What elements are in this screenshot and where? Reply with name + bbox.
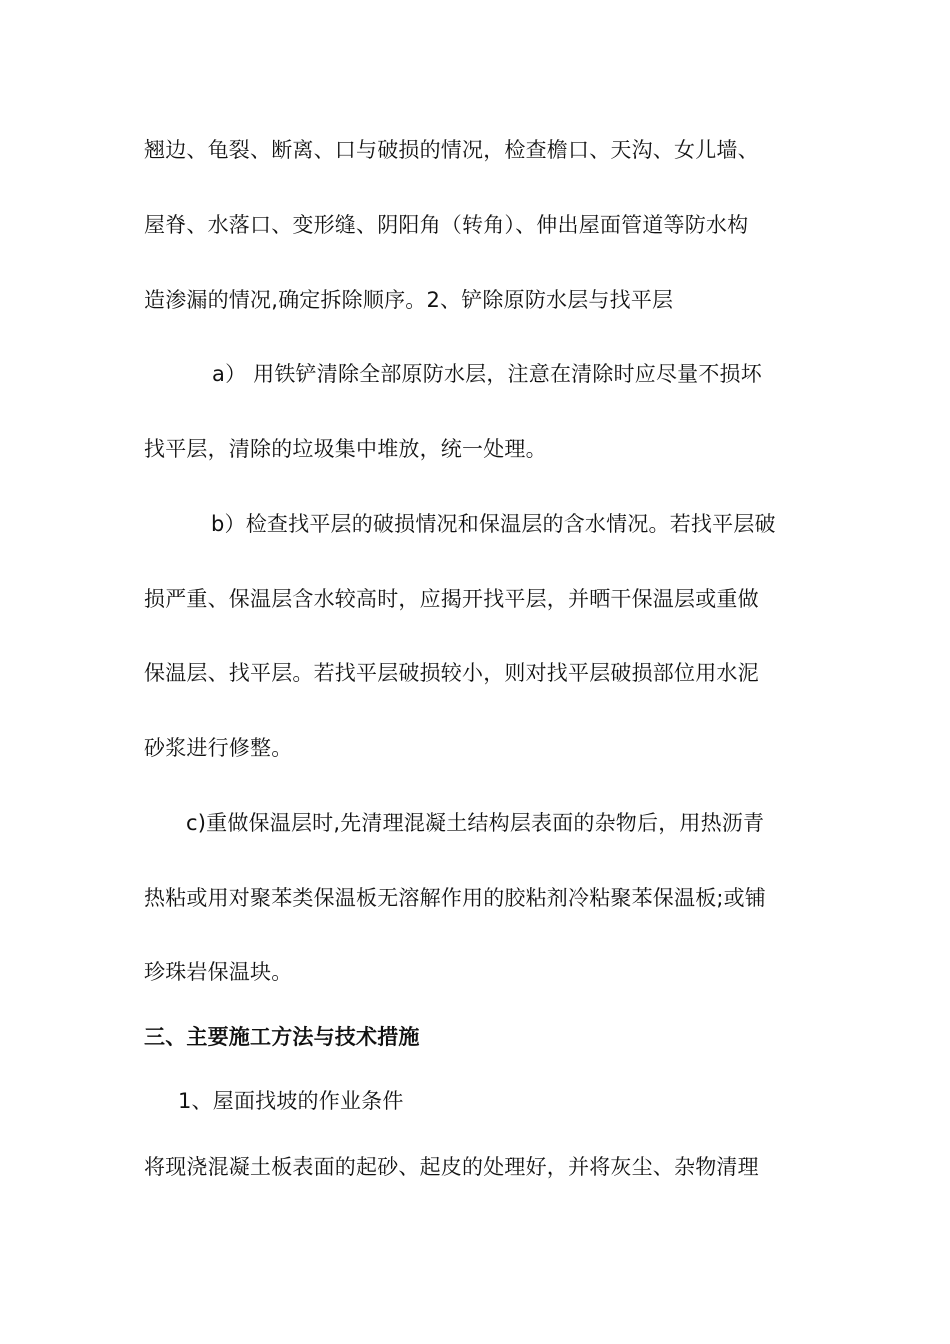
paragraph-line-indented: b）检查找平层的破损情况和保温层的含水情况。若找平层破	[211, 512, 776, 536]
paragraph-line: 屋脊、水落口、变形缝、阴阳角（转角）、伸出屋面管道等防水构	[144, 213, 749, 237]
paragraph-line: 找平层，清除的垃圾集中堆放，统一处理。	[144, 437, 547, 461]
paragraph-line-indented: c)重做保温层时,先清理混凝土结构层表面的杂物后，用热沥青	[186, 811, 765, 835]
paragraph-line: 热粘或用对聚苯类保温板无溶解作用的胶粘剂冷粘聚苯保温板;或铺	[144, 886, 767, 910]
subheading: 1、屋面找坡的作业条件	[178, 1089, 404, 1113]
paragraph-line-indented: a） 用铁铲清除全部原防水层，注意在清除时应尽量不损坏	[212, 362, 762, 386]
paragraph-line: 翘边、龟裂、断离、口与破损的情况，检查檐口、天沟、女儿墙、	[144, 138, 759, 162]
paragraph-line: 保温层、找平层。若找平层破损较小，则对找平层破损部位用水泥	[144, 661, 759, 685]
paragraph-line: 珍珠岩保温块。	[144, 960, 293, 984]
paragraph-line: 损严重、保温层含水较高时，应揭开找平层，并晒干保温层或重做	[144, 587, 759, 611]
paragraph-line: 砂浆进行修整。	[144, 736, 293, 760]
paragraph-line: 将现浇混凝土板表面的起砂、起皮的处理好，并将灰尘、杂物清理	[144, 1155, 759, 1179]
section-heading: 三、主要施工方法与技术措施	[144, 1025, 420, 1049]
paragraph-line: 造渗漏的情况,确定拆除顺序。2、铲除原防水层与找平层	[144, 288, 674, 312]
